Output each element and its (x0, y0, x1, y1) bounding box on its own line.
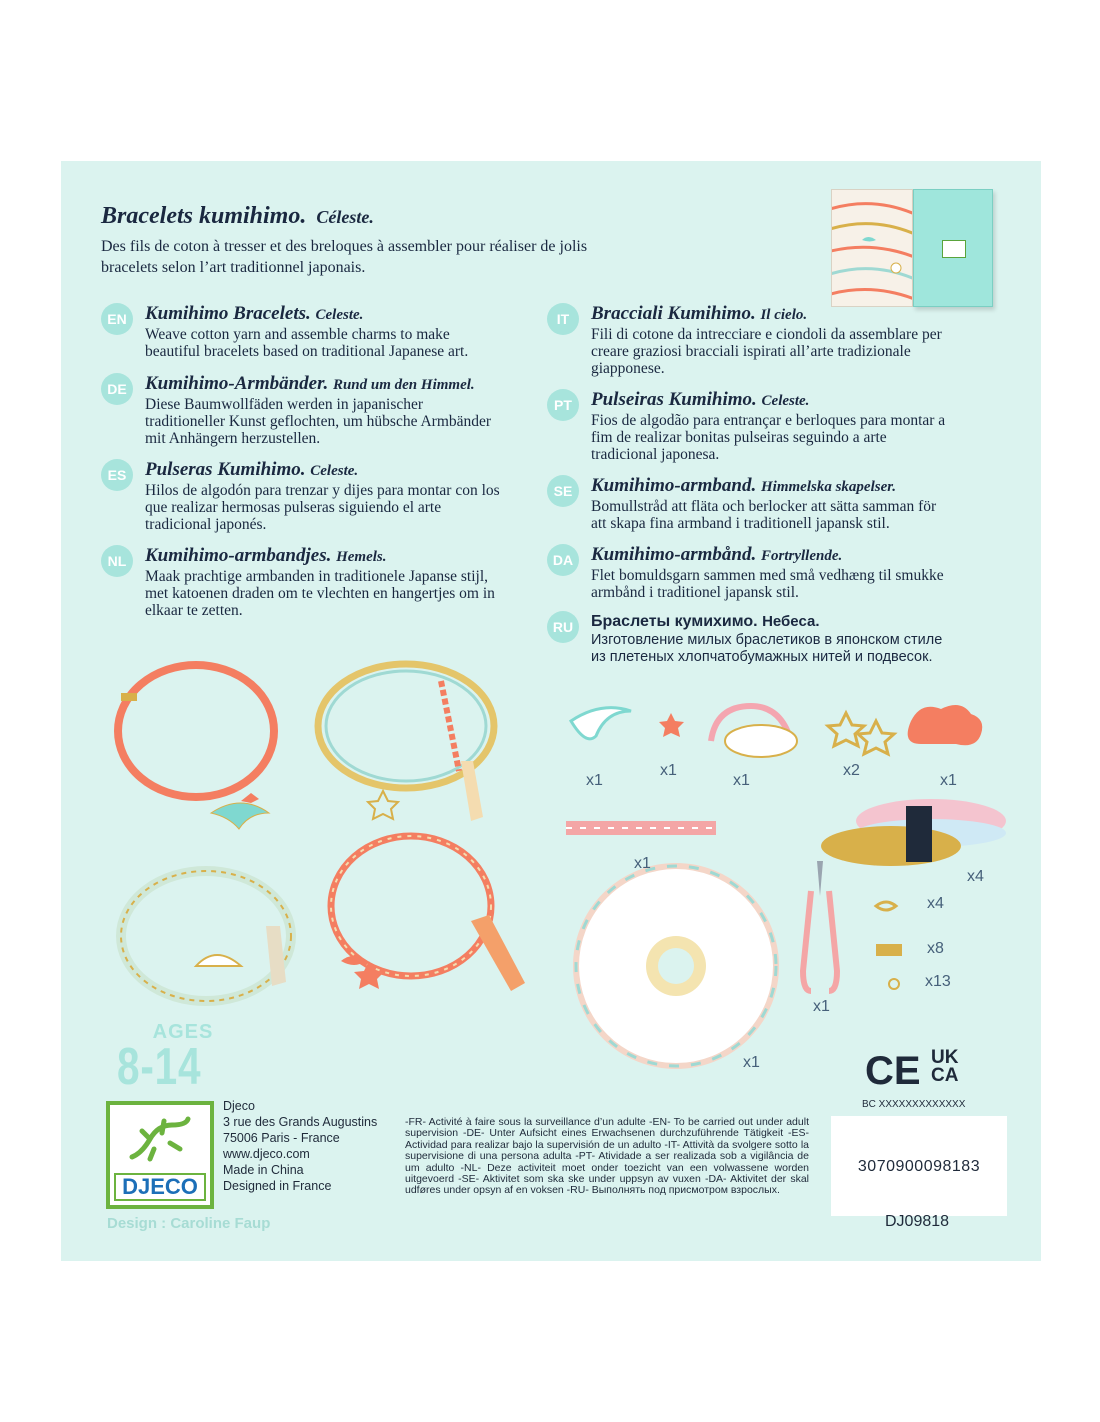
lang-product-name: Pulseras Kumihimo. Celeste. (145, 459, 359, 480)
qty-star: x1 (660, 762, 677, 779)
star-charm-icon (241, 793, 259, 803)
lang-badge: RU (547, 611, 579, 643)
booklet-front (913, 189, 993, 307)
lang-badge: SE (547, 475, 579, 507)
lang-product-name: Kumihimo-armbandjes. Hemels. (145, 545, 387, 566)
lang-block-it (547, 303, 947, 377)
pliers-icon (803, 891, 837, 991)
ce-mark: CE (865, 1049, 921, 1093)
company-address: Djeco 3 rue des Grands Augustins 75006 Paris - France www.djeco.com Made in China Designed in France (223, 1099, 378, 1193)
lang-block-da (547, 544, 947, 601)
lang-description: Bomullstråd att fläta och berlocker att sätta samman för att skapa fina armband i traditionell japansk stil. (591, 498, 937, 532)
tassel-icon (471, 915, 525, 991)
end-cap-icon (876, 944, 902, 956)
lang-block-en (101, 303, 501, 360)
lang-description: Diese Baumwollfäden werden in japanischer traditioneller Kunst geflochten, um hübsche Armbänder mit Anhängern herzustellen. (145, 396, 492, 447)
lang-description: Weave cotton yarn and assemble charms to make beautiful bracelets based on traditional Japanese art. (145, 326, 469, 360)
booklet-logo (942, 240, 966, 258)
ring-icon (889, 979, 899, 989)
ukca-mark: UK CA (931, 1047, 959, 1086)
gecko-icon (124, 1113, 200, 1169)
ages-value: 8-14 (117, 1038, 202, 1096)
lang-badge: IT (547, 303, 579, 335)
qty-endcaps: x8 (927, 940, 944, 957)
lang-badge: DE (101, 373, 133, 405)
qty-pliers: x1 (813, 998, 830, 1015)
djeco-logo (106, 1101, 214, 1209)
clasp-icon (121, 693, 137, 701)
lang-product-name: Kumihimo-armbånd. Fortryllende. (591, 544, 843, 565)
coral-bracelet (118, 665, 274, 797)
lang-product-name: Браслеты кумихимо. Небеса. (591, 613, 820, 630)
lang-badge: NL (101, 545, 133, 577)
brand-name: DJECO (114, 1173, 206, 1201)
qty-swallow: x1 (586, 772, 603, 789)
lang-block-es (101, 459, 501, 533)
lang-product-name: Kumihimo Bracelets. Celeste. (145, 303, 364, 324)
bracelets-illustration (101, 651, 551, 1021)
lang-description: Hilos de algodón para trenzar y dijes para montar con los que realizar hermosas pulseras siguiendo el arte tradicional japonés. (145, 482, 500, 533)
lang-product-name: Pulseiras Kumihimo. Celeste. (591, 389, 810, 410)
instruction-booklet-image (831, 189, 993, 307)
thread-band-icon (906, 806, 932, 862)
swallow-charm-icon (571, 708, 631, 739)
swallow-charm-icon (211, 803, 269, 829)
product-title (101, 203, 374, 230)
cloud-charm-icon (196, 955, 241, 966)
booklet-cover-photo (831, 189, 913, 307)
lang-block-nl (101, 545, 501, 619)
qty-rainbow: x1 (733, 772, 750, 789)
lang-block-de (101, 373, 501, 447)
qty-cloud: x1 (940, 772, 957, 789)
chevron-strip-icon (441, 681, 459, 771)
lang-description: Изготовление милых браслетиков в японском стиле из плетеных хлопчатобумажных нитей и подвесок. (591, 632, 943, 665)
clasp-icon (876, 902, 896, 910)
designer-credit: Design : Caroline Faup (107, 1215, 271, 1232)
barcode-number: 3070900098183 (857, 1158, 981, 1175)
star-outline-charm-icon (368, 791, 398, 819)
lang-block-pt (547, 389, 947, 463)
qty-clasp: x4 (927, 895, 944, 912)
qty-chevron: x1 (634, 855, 651, 872)
tassel-icon (461, 761, 483, 821)
thread-skein-icon (821, 826, 961, 866)
lang-description: Maak prachtige armbanden in traditionele Japanse stijl, met katoenen draden om te vlechten en hangertjes om in elkaar te zetten. (145, 568, 495, 619)
qty-disc: x1 (743, 1054, 760, 1071)
cloud-charm-icon (908, 705, 983, 745)
lang-description: Fili di cotone da intrecciare e ciondoli da assemblare per creare graziosi bracciali ispirati all’arte tradizionale giapponese. (591, 326, 942, 377)
batch-code: BC XXXXXXXXXXXXX (862, 1099, 966, 1110)
qty-rings: x13 (925, 973, 951, 990)
cloud-charm-icon (725, 725, 797, 757)
lang-block-se (547, 475, 947, 532)
safety-warning: -FR- Activité à faire sous la surveillance d’un adulte -EN- To be carried out under adult supervision -DE- Unter Aufsicht eines Erwachsenen durchzuführende Tätigkeit -ES- Actividad para realizar bajo la supervisión de un adulto -IT- Attività da svolgere sotto la supervisione di una persona adulta -PT- Atividade a ser realizada sob a vigilância de um adulto -NL- Deze activiteit moet onder toezicht van een volwassene worden uitgevoerd -SE- Aktivitet som ska ske under uppsyn av vuxen -DA- Aktivitet der skal udføres under opsyn af en voksen -RU- Выполнять под присмотром взрослых. (405, 1116, 809, 1197)
intro-text: Des fils de coton à tresser et des breloques à assembler pour réaliser de jolis bracelets selon l’art traditionnel japonais. (101, 238, 588, 276)
ages-label: AGES (152, 1021, 214, 1043)
title-text: Bracelets kumihimo. (101, 203, 307, 229)
lang-product-name: Bracciali Kumihimo. Il cielo. (591, 303, 808, 324)
pliers-tip-icon (817, 861, 823, 896)
kit-contents-illustration (561, 691, 1011, 1071)
lang-badge: EN (101, 303, 133, 335)
lang-product-name: Kumihimo-armband. Himmelska skapelser. (591, 475, 896, 496)
lang-block-ru (547, 611, 947, 666)
barcode-box (831, 1116, 1007, 1216)
title-subtitle: Céleste. (316, 207, 374, 227)
qty-stars: x2 (843, 762, 860, 779)
lang-product-name: Kumihimo-Armbänder. Rund um den Himmel. (145, 373, 475, 394)
lang-description: Fios de algodão para entrançar e berloques para montar a fim de realizar bonitas pulseiras seguindo a arte tradicional japonesa. (591, 412, 946, 463)
star-outline-charm-icon (828, 713, 864, 746)
lang-badge: ES (101, 459, 133, 491)
qty-threads: x4 (967, 868, 984, 885)
lang-badge: DA (547, 544, 579, 576)
lang-description: Flet bomuldsgarn sammen med små vedhæng til smukke armbånd i traditionel japansk stil. (591, 567, 944, 601)
lang-badge: PT (547, 389, 579, 421)
star-charm-icon (659, 713, 684, 737)
star-charm-icon (354, 961, 384, 989)
product-reference: DJ09818 (885, 1213, 950, 1230)
package-back-panel (61, 161, 1041, 1261)
